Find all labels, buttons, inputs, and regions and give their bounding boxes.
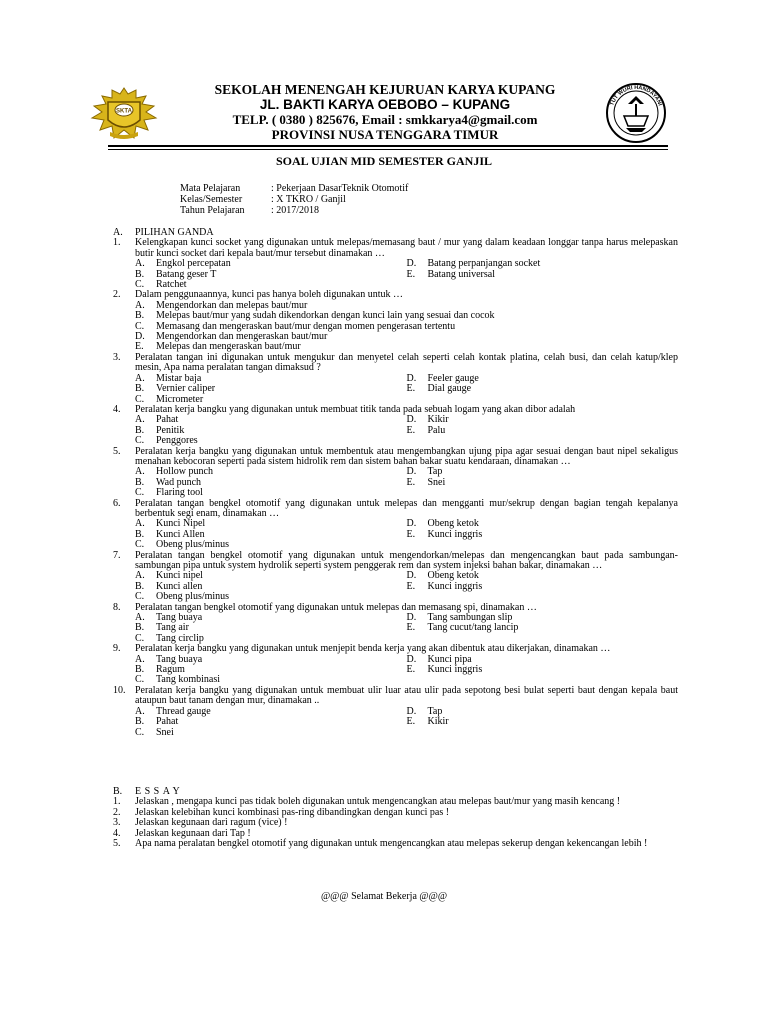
option: B. Wad punch: [135, 476, 202, 488]
letterhead: [0, 82, 768, 144]
school-name: SEKOLAH MENENGAH KEJURUAN KARYA KUPANG: [214, 82, 556, 97]
question-number: 3.: [113, 817, 121, 829]
question-text: Peralatan kerja bangku yang digunakan untuk menjepit benda kerja yang akan dibentuk atau dikerjakan, dinamakan …: [135, 643, 611, 655]
option: C. Micrometer: [135, 393, 204, 405]
options: [135, 301, 678, 353]
tut-wuri-text: TUT WURI HANDAYANI: [609, 84, 663, 107]
question-text: Peralatan kerja bangku yang digunakan untuk membentuk atau mengembangkan ujung pipa agar sesuai dengan baut nipel sekaligus menahan kebocoran seperti pada sistem hidrolik rem dan sistem bahan bakar suatu kendaraan, dinamakan …: [135, 445, 678, 467]
question: [113, 353, 678, 374]
question-text: Dalam penggunaannya, kunci pas hanya boleh digunakan untuk …: [135, 289, 403, 301]
question-text: Peralatan kerja bangku yang digunakan untuk membuat titik tanda pada sebuah logam yang akan dibor adalah: [135, 403, 576, 415]
question-number: 3.: [113, 351, 121, 363]
question-text: Peralatan tangan bengkel otomotif yang digunakan untuk mengendorkan/melepas dan mengencangkan baut pada sambungan-sambungan pipa untuk system hydrolik seperti system penggerak rem dan system injeksi bahan bakar, dinamakan …: [135, 549, 678, 571]
option: A. Kunci Nipel: [135, 518, 206, 530]
option: E. Kunci inggris: [406, 528, 483, 540]
essay-question: [113, 839, 678, 849]
meta-row: [180, 194, 408, 205]
question-text: Kelengkapan kunci socket yang digunakan untuk melepas/memasang baut / mur yang dalam keadaan longgar tanpa harus melepaskan butir kunci socket dari kepala baut/mur tersebut dinamakan …: [135, 237, 678, 259]
meta-label: Mata Pelajaran: [180, 183, 241, 194]
question-text: Jelaskan kelebihan kunci kombinasi pas-ring dibandingkan dengan kunci pas !: [135, 806, 450, 818]
option: A. Engkol percepatan: [135, 258, 231, 270]
question-text: Jelaskan kegunaan dari ragum (vice) !: [135, 817, 288, 829]
school-province: PROVINSI NUSA TENGGARA TIMUR: [271, 127, 499, 142]
option: E. Kunci inggris: [406, 580, 483, 592]
question: [113, 686, 678, 707]
letterhead-rule-thin: [108, 149, 668, 150]
option: A. Hollow punch: [135, 466, 213, 478]
question-number: 7.: [113, 549, 121, 561]
letterhead-rule-thick: [108, 145, 668, 147]
question-text: Peralatan tangan ini digunakan untuk mengukur dan menyetel celah seperti celah kontak platina, celah busi, dan celah katup/klep mesin, Apa nama peralatan tangan dimaksud ?: [135, 351, 678, 374]
question: [113, 499, 678, 520]
option: E. Kunci inggris: [406, 664, 483, 676]
option: B. Ragum: [135, 664, 185, 676]
option: A. Thread gauge: [135, 705, 211, 717]
question-number: 8.: [113, 601, 121, 613]
question-number: 2.: [113, 806, 121, 818]
option: B. Kunci Allen: [135, 528, 205, 540]
option: D. Tap: [406, 466, 443, 478]
section-title: PILIHAN GANDA: [135, 227, 214, 238]
exam-meta: [180, 183, 408, 216]
question-number: 6.: [113, 497, 121, 509]
meta-value: : Pekerjaan DasarTeknik Otomotif: [271, 183, 409, 194]
question-number: 10.: [113, 684, 126, 696]
option: B. Pahat: [135, 716, 179, 728]
option: C. Tang circlip: [135, 632, 204, 644]
options: [135, 467, 678, 498]
option: C. Penggores: [135, 435, 198, 447]
closing-greeting: @@@ Selamat Bekerja @@@: [320, 891, 448, 902]
option: B. Vernier caliper: [135, 383, 216, 395]
meta-row: [180, 205, 408, 216]
option: B. Kunci allen: [135, 580, 203, 592]
option: B. Penitik: [135, 424, 185, 436]
question-text: Peralatan tangan bengkel otomotif yang digunakan untuk melepas dan memasang spi, dinamakan …: [135, 601, 537, 613]
options: [135, 415, 678, 446]
option: A. Mistar baja: [135, 372, 202, 384]
option: D. Tang sambungan slip: [406, 612, 513, 624]
question: [113, 238, 678, 259]
question: [113, 447, 678, 468]
question-text: Peralatan kerja bangku yang digunakan untuk membuat ulir luar atau ulir pada sepotong besi bulat seperti baut dengan kepala baut ataupun baut tanam dengan mur, dinamakan ..: [135, 684, 678, 707]
option: C. Memasang dan mengeraskan baut/mur dengan momen pengerasan tertentu: [135, 320, 456, 332]
question-text: Jelaskan kegunaan dari Tap !: [135, 827, 251, 839]
option: E. Dial gauge: [406, 383, 472, 395]
question-number: 9.: [113, 643, 121, 655]
question-text: Apa nama peralatan bengkel otomotif yang digunakan untuk mengencangkan atau melepas sekerup dengan kekencangan lebih !: [135, 838, 648, 850]
options: [135, 571, 678, 602]
school-logo-text: SKTA: [116, 108, 132, 115]
question-number: 5.: [113, 838, 121, 850]
meta-label: Tahun Pelajaran: [180, 205, 245, 216]
option: D. Feeler gauge: [406, 372, 479, 384]
option: A. Tang buaya: [135, 612, 203, 624]
question-text: Jelaskan , mengapa kunci pas tidak boleh digunakan untuk mengencangkan atau melepas baut/mur yang masih kencang !: [135, 796, 621, 808]
option: E. Tang cucut/tang lancip: [406, 622, 519, 634]
section-multiple-choice: [113, 228, 678, 738]
option: B. Melepas baut/mur yang sudah dikendorkan dengan kunci lain yang sesuai dan cocok: [135, 310, 495, 322]
school-address: JL. BAKTI KARYA OEBOBO – KUPANG: [259, 97, 511, 112]
option: A. Pahat: [135, 414, 179, 426]
option: E. Kikir: [406, 716, 449, 728]
option: C. Flaring tool: [135, 487, 203, 499]
option: B. Tang air: [135, 622, 189, 634]
option: C. Snei: [135, 726, 174, 738]
option: C. Obeng plus/minus: [135, 539, 230, 551]
option: E. Palu: [406, 424, 446, 436]
section-letter: A.: [113, 227, 123, 238]
option: D. Kunci pipa: [406, 653, 472, 665]
meta-label: Kelas/Semester: [180, 194, 243, 205]
section-title: ESSAY: [135, 786, 184, 797]
option: D. Batang perpanjangan socket: [406, 258, 541, 270]
question-number: 5.: [113, 445, 121, 457]
option: E. Melepas dan mengeraskan baut/mur: [135, 341, 301, 353]
section-letter: B.: [113, 786, 123, 797]
school-contact: TELP. ( 0380 ) 825676, Email : smkkarya4@gmail.com: [232, 112, 538, 127]
options: [135, 613, 678, 644]
section-essay: [113, 787, 678, 849]
option: E. Batang universal: [406, 268, 495, 280]
tut-wuri-handayani-logo-icon: [596, 82, 676, 144]
option: D. Obeng ketok: [406, 518, 479, 530]
option: A. Kunci nipel: [135, 570, 203, 582]
question-number: 2.: [113, 289, 121, 301]
options: [135, 707, 678, 738]
question-number: 1.: [113, 796, 121, 808]
option: C. Obeng plus/minus: [135, 591, 230, 603]
question-number: 4.: [113, 827, 121, 839]
option: D. Mengendorkan dan mengeraskan baut/mur: [135, 331, 328, 343]
question: [113, 551, 678, 572]
option: D. Kikir: [406, 414, 449, 426]
meta-row: [180, 183, 408, 194]
school-logo-icon: [90, 86, 158, 142]
question-number: 4.: [113, 403, 121, 415]
option: B. Batang geser T: [135, 268, 217, 280]
option: D. Obeng ketok: [406, 570, 479, 582]
question-number: 1.: [113, 237, 121, 249]
options: [135, 259, 678, 290]
question: [113, 405, 678, 415]
option: D. Tap: [406, 705, 443, 717]
option: A. Tang buaya: [135, 653, 203, 665]
option: C. Tang kombinasi: [135, 674, 221, 686]
question-text: Peralatan tangan bengkel otomotif yang digunakan untuk melepas dan mengganti mur/sekrup dengan bagian tengah kepalanya berbentuk segi enam, dinamakan …: [135, 497, 678, 519]
options: [135, 655, 678, 686]
options: [135, 519, 678, 550]
meta-value: : X TKRO / Ganjil: [271, 194, 346, 205]
option: A. Mengendorkan dan melepas baut/mur: [135, 299, 308, 311]
exam-title: SOAL UJIAN MID SEMESTER GANJIL: [275, 154, 493, 168]
option: C. Ratchet: [135, 279, 187, 291]
meta-value: : 2017/2018: [271, 205, 320, 216]
option: E. Snei: [406, 476, 446, 488]
options: [135, 374, 678, 405]
